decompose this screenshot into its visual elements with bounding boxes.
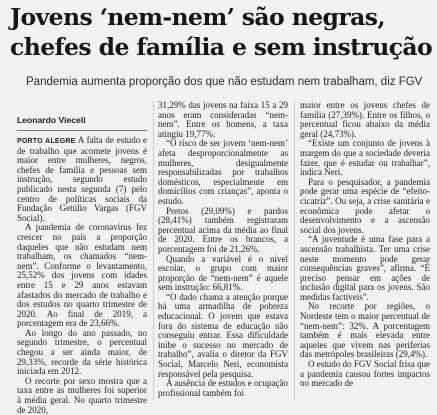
- paragraph: Quando a variável é o nível escolar, o grupo com maior proporção de “nem-nem” é aquele sem instrução: 66,81%.: [158, 253, 288, 293]
- column-separator: [153, 101, 154, 400]
- byline: Leonardo Vieceli: [17, 115, 86, 125]
- paragraph: [17, 136, 147, 223]
- article-body: [17, 100, 431, 415]
- byline-rule: [17, 130, 147, 131]
- column-3: [300, 101, 430, 400]
- paragraph: A pandemia de coronavírus fez crescer no país a proporção daqueles que não estudam nem trabalham, os chamados “nem-nem”. Conforme o levantamento, 25,52% dos jovens com idades entre 15 e 29 anos estavam afastados do mercado de trabalho e dos estudos no quarto trimestre de 2020. Ao final de 2019, a porcentagem era de 23,66%.: [17, 222, 147, 329]
- paragraph: “A juventude é uma fase para a ascensão trabalhista. Ter uma crise neste momento pode gerar consequências graves”, afirma. “É preciso pensar em ações de inclusão digital para os jovens. São medidas factíveis”.: [300, 234, 430, 302]
- paragraph: O recorte por sexo mostra que a taxa entre as mulheres foi superior à média geral. No quarto trimestre de 2020,: [17, 375, 147, 415]
- paragraph: A ausência de estudos e ocupação profissional também foi: [158, 378, 288, 398]
- dateline: PORTO ALEGRE: [17, 138, 76, 145]
- paragraph: Ao longo do ano passado, no segundo trimestre, o percentual chegou a ser ainda maior, de 29,33%, recorde da série histórica iniciada em 2012.: [17, 327, 147, 377]
- paragraph: “O risco de ser jovem ‘nem-nem’ afeta desproporcionalmente as mulheres, desigualmente responsabilizadas por trabalhos domésticos, especialmente em domicílios com crianças”, aponta o estudo.: [158, 138, 288, 206]
- paragraph: “Existe um conjunto de jovens à margem do que a sociedade deveria fazer, que é estudar ou trabalhar”, indica Neri.: [300, 138, 430, 178]
- headline-line-2: chefes de família e sem instrução: [10, 33, 433, 61]
- paragraph: No recorte por regiões, o Nordeste tem o maior percentual de “nem-nem”: 32%. A porcentagem também é mais elevada entre aqueles que vivem nas periferias das metrópoles brasileiras (29,4%).: [300, 301, 430, 360]
- headline-line-1: Jovens ‘nem-nem’ são negras,: [10, 3, 386, 31]
- column-1: [17, 101, 147, 415]
- headline: [10, 2, 433, 62]
- paragraph: O estudo do FGV Social frisa que a pandemia causou fortes impactos no mercado de: [300, 359, 430, 389]
- column-2: [158, 101, 288, 400]
- paragraph: maior entre os jovens chefes de família (27,39%). Entre os filhos, o percentual ficou abaixo da média geral (24,73%).: [300, 100, 430, 139]
- column-separator: [294, 101, 295, 400]
- paragraph: 31,29% das jovens na faixa 15 a 29 anos eram consideradas “nem-nem”. Entre os homens, a taxa atingiu 19,77%.: [158, 100, 288, 139]
- paragraph: Para o pesquisador, a pandemia pode gerar uma espécie de “efeito-cicatriz”. Ou seja, a crise sanitária e econômica pode afetar o desenvolvimento e a ascensão social dos jovens.: [300, 176, 430, 235]
- subheadline: Pandemia aumenta proporção dos que não estudam nem trabalham, diz FGV: [26, 76, 423, 88]
- paragraph-text: A falta de estudo e de trabalho que acomete jovens é maior entre mulheres, negros, chefes de família e pessoas sem instrução, segundo estudo publicado nesta segunda (7) pelo centro de políticas sociais da Fundação Getúlio Vargas (FGV Social).: [17, 135, 147, 223]
- paragraph: “O dado chama a atenção porque há uma armadilha de pobreza educacional. O jovem que estava fora do sistema de educação não conseguiu entrar. Essa dificuldade inibe o sucesso no mercado de trabalho”, avalia o diretor da FGV Social, Marcelo Neri, economista responsável pela pesquisa.: [158, 291, 288, 379]
- paragraph: Pretos (29,09%) e pardos (28,41%) também registraram percentual acima da média ao final de 2020. Entre os brancos, a porcentagem foi de 21,26%.: [158, 205, 288, 254]
